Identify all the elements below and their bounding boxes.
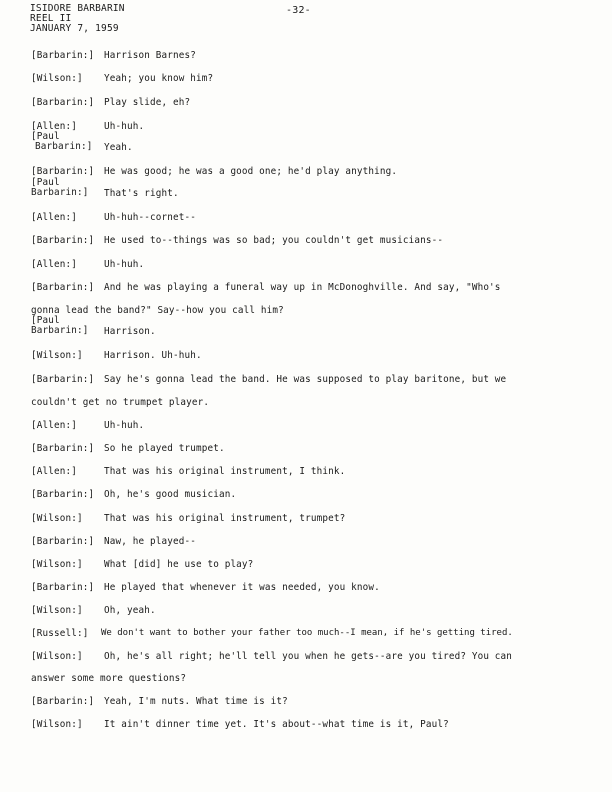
reel-label: REEL II (30, 13, 72, 24)
utterance-text: He played that whenever it was needed, you know. (104, 582, 380, 593)
speaker-label: [Wilson:] (31, 559, 83, 570)
utterance-text: And he was playing a funeral way up in McDonoghville. And say, "Who's (104, 282, 501, 293)
utterance-text: He used to--things was so bad; you couldn't get musicians-- (104, 235, 444, 246)
utterance-text: We don't want to bother your father too much--I mean, if he's getting tired. (101, 628, 513, 638)
utterance-text: Naw, he played-- (104, 536, 196, 547)
speaker-label: [Wilson:] (31, 73, 83, 84)
utterance-text: Say he's gonna lead the band. He was supposed to play baritone, but we (104, 374, 507, 385)
speaker-label: [Russell:] (31, 628, 89, 639)
utterance-text: Play slide, eh? (104, 97, 191, 108)
utterance-text: So he played trumpet. (104, 443, 225, 454)
utterance-text: That's right. (104, 188, 179, 199)
utterance-text: Uh-huh--cornet-- (104, 212, 196, 223)
utterance-text: Yeah. (104, 142, 133, 153)
utterance-continuation: couldn't get no trumpet player. (31, 397, 210, 408)
speaker-label (31, 316, 88, 336)
utterance-continuation: gonna lead the band?" Say--how you call him? (31, 305, 284, 316)
speaker-label-line: Barbarin:] (35, 141, 93, 152)
speaker-label: [Barbarin:] (31, 696, 95, 707)
document-header (30, 4, 125, 34)
speaker-label: [Wilson:] (31, 605, 83, 616)
speaker-label: [Barbarin:] (31, 374, 95, 385)
interview-date: JANUARY 7, 1959 (30, 23, 119, 34)
utterance-text: Oh, yeah. (104, 605, 156, 616)
utterance-text: Yeah, I'm nuts. What time is it? (104, 696, 288, 707)
speaker-label: [Barbarin:] (31, 166, 95, 177)
speaker-label: [Barbarin:] (31, 536, 95, 547)
utterance-text: Oh, he's good musician. (104, 489, 237, 500)
interviewee-name: ISIDORE BARBARIN (30, 3, 125, 14)
speaker-label: [Allen:] (31, 212, 77, 223)
speaker-label: [Allen:] (31, 259, 77, 270)
speaker-label (31, 178, 88, 198)
utterance-text: Uh-huh. (104, 121, 145, 132)
utterance-text: Oh, he's all right; he'll tell you when he gets--are you tired? You can (104, 651, 513, 662)
speaker-label-line: Barbarin:] (31, 187, 89, 198)
speaker-label: [Allen:] (31, 466, 77, 477)
speaker-label-line: [Paul (31, 177, 60, 188)
speaker-label: [Allen:] (31, 420, 77, 431)
speaker-label (31, 132, 92, 152)
speaker-label: [Barbarin:] (31, 443, 95, 454)
utterance-continuation: answer some more questions? (31, 673, 187, 684)
utterance-text: Yeah; you know him? (104, 73, 214, 84)
speaker-label: [Barbarin:] (31, 50, 95, 61)
speaker-label: [Wilson:] (31, 513, 83, 524)
utterance-text: It ain't dinner time yet. It's about--what time is it, Paul? (104, 719, 449, 730)
speaker-label: [Wilson:] (31, 350, 83, 361)
utterance-text: Uh-huh. (104, 420, 145, 431)
speaker-label: [Wilson:] (31, 719, 83, 730)
utterance-text: That was his original instrument, trumpet? (104, 513, 346, 524)
utterance-text: What [did] he use to play? (104, 559, 254, 570)
utterance-text: Harrison Barnes? (104, 50, 196, 61)
utterance-text: Harrison. (104, 326, 156, 337)
speaker-label: [Wilson:] (31, 651, 83, 662)
utterance-text: That was his original instrument, I think. (104, 466, 346, 477)
utterance-text: He was good; he was a good one; he'd play anything. (104, 166, 398, 177)
speaker-label: [Barbarin:] (31, 97, 95, 108)
speaker-label: [Barbarin:] (31, 582, 95, 593)
speaker-label: [Barbarin:] (31, 235, 95, 246)
speaker-label-line: [Paul (31, 131, 60, 142)
speaker-label: [Allen:] (31, 121, 77, 132)
utterance-text: Uh-huh. (104, 259, 145, 270)
speaker-label-line: [Paul (31, 315, 60, 326)
speaker-label: [Barbarin:] (31, 489, 95, 500)
speaker-label: [Barbarin:] (31, 282, 95, 293)
page-number: -32- (286, 5, 311, 16)
speaker-label-line: Barbarin:] (31, 325, 89, 336)
utterance-text: Harrison. Uh-huh. (104, 350, 202, 361)
